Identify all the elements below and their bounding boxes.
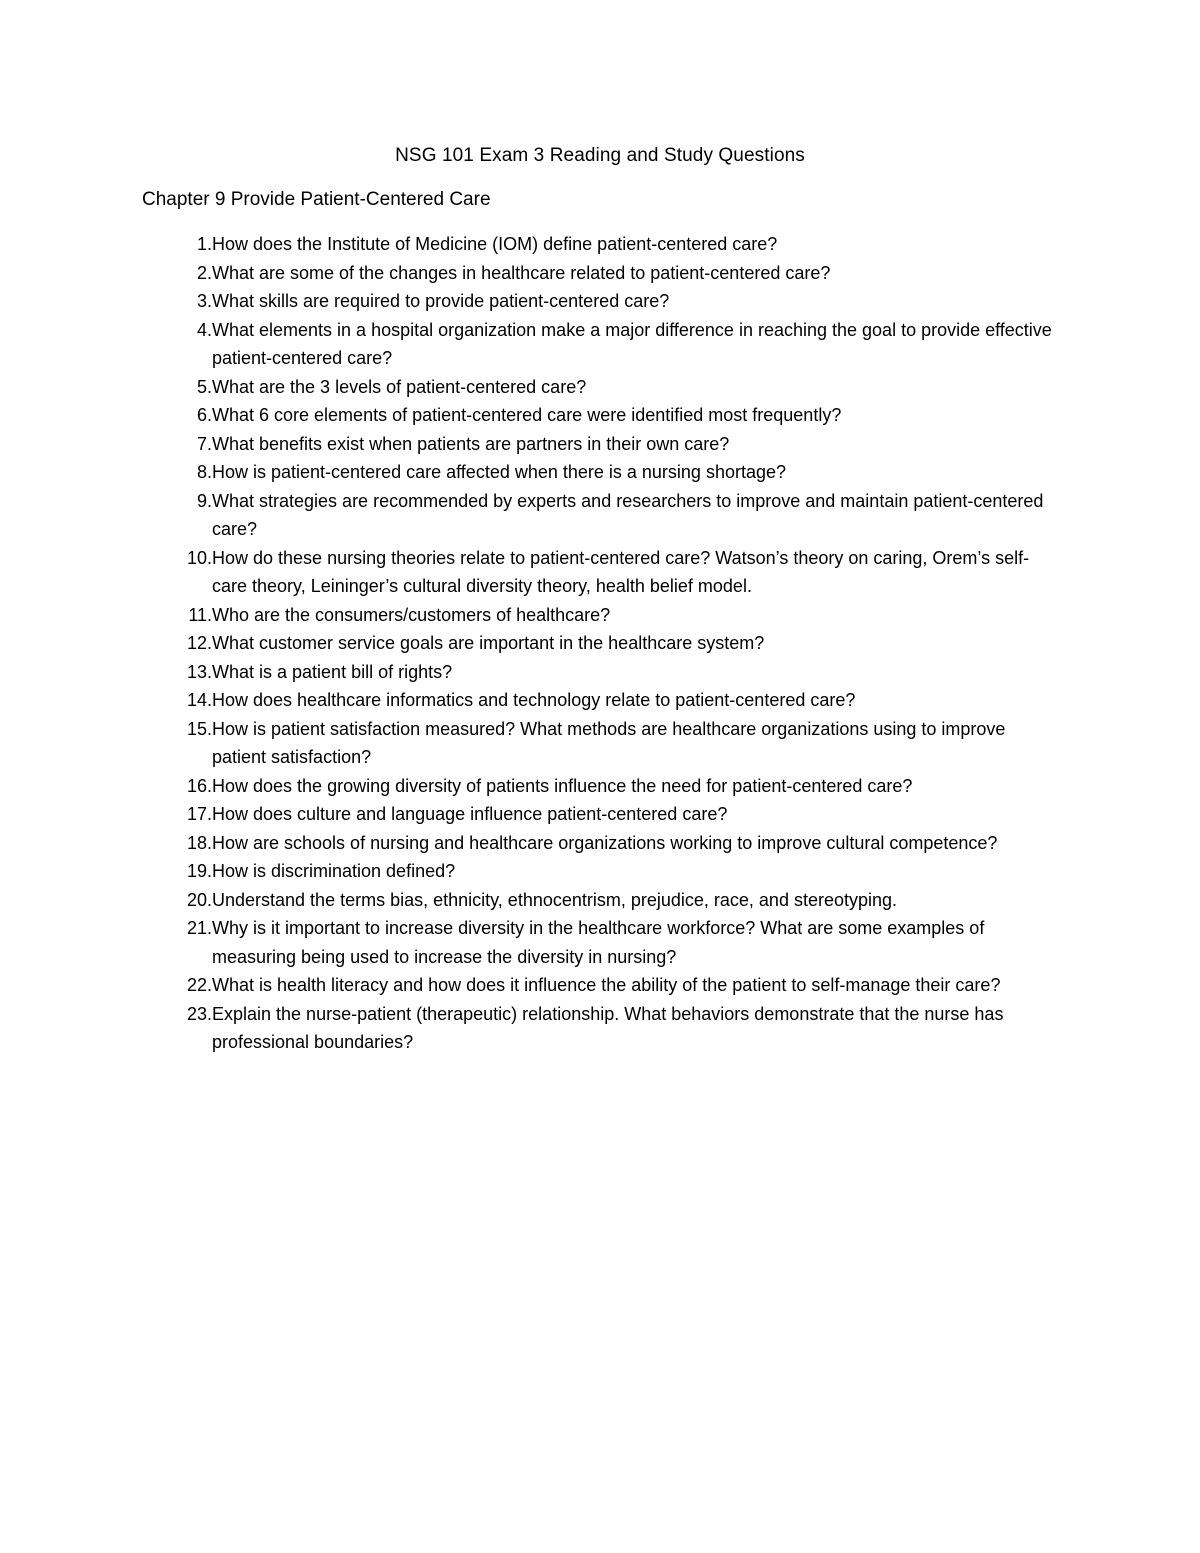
- question-number: [142, 316, 212, 373]
- question-item: [142, 886, 1062, 915]
- question-item: [142, 686, 1062, 715]
- question-item: [142, 487, 1062, 544]
- question-number-label: 8.: [196, 462, 212, 482]
- question-number: [142, 971, 212, 1000]
- question-number: [142, 287, 212, 316]
- question-number-label: 10.: [186, 547, 212, 568]
- question-item: [142, 658, 1062, 687]
- question-number: [142, 829, 212, 858]
- question-text: What customer service goals are important in the healthcare system?: [212, 633, 765, 653]
- document-title: NSG 101 Exam 3 Reading and Study Questions: [395, 145, 805, 166]
- question-number-label: 19.: [186, 861, 212, 881]
- question-number-label: 2.: [196, 262, 212, 283]
- question-text: How is discrimination defined?: [212, 861, 456, 881]
- question-number: [142, 487, 212, 544]
- question-text: How does the Institute of Medicine (IOM) define patient-centered care?: [212, 234, 778, 254]
- question-item: [142, 914, 1062, 971]
- question-number: [142, 401, 212, 430]
- question-item: [142, 287, 1062, 316]
- question-number: [142, 1000, 212, 1057]
- question-item: [142, 544, 1062, 601]
- question-text: What is health literacy and how does it influence the ability of the patient to self-manage their care?: [212, 975, 1001, 995]
- question-item: [142, 259, 1062, 288]
- question-number: [142, 458, 212, 487]
- question-text: Understand the terms bias, ethnicity, ethnocentrism, prejudice, race, and stereotyping.: [212, 889, 898, 910]
- question-number: [142, 686, 212, 715]
- question-number-label: 20.: [186, 889, 212, 910]
- question-item: [142, 430, 1062, 459]
- question-number: [142, 230, 212, 259]
- question-number: [142, 629, 212, 658]
- question-number-label: 21.: [186, 918, 212, 938]
- question-text: What are the 3 levels of patient-centered care?: [212, 376, 587, 397]
- question-number-label: 7.: [196, 433, 212, 454]
- question-text: What strategies are recommended by experts and researchers to improve and maintain patient-centered care?: [212, 490, 1044, 539]
- question-text: How do these nursing theories relate to patient-centered care? Watson’s theory on caring, Orem’s self-care theory, Leininger’s cultural diversity theory, health belief model.: [212, 547, 1030, 596]
- question-item: [142, 1000, 1062, 1057]
- question-text: How is patient satisfaction measured? What methods are healthcare organizations using to improve patient satisfaction?: [212, 718, 1006, 767]
- question-item: [142, 971, 1062, 1000]
- question-number-label: 9.: [196, 490, 212, 511]
- question-item: [142, 230, 1062, 259]
- question-number-label: 13.: [186, 661, 212, 682]
- question-text: How does the growing diversity of patients influence the need for patient-centered care?: [212, 775, 913, 796]
- question-number-label: 12.: [186, 633, 212, 653]
- question-number: [142, 373, 212, 402]
- question-number: [142, 857, 212, 886]
- question-text: How does culture and language influence patient-centered care?: [212, 804, 728, 824]
- question-number-label: 18.: [186, 832, 212, 853]
- question-number-label: 16.: [186, 775, 212, 796]
- question-text: Who are the consumers/customers of healthcare?: [212, 604, 611, 625]
- question-text: What are some of the changes in healthcare related to patient-centered care?: [212, 262, 831, 283]
- question-text: Explain the nurse-patient (therapeutic) relationship. What behaviors demonstrate that the nurse has professional boundaries?: [212, 1003, 1004, 1052]
- question-text: What elements in a hospital organization make a major difference in reaching the goal to provide effective patient-centered care?: [212, 319, 1052, 368]
- question-text: How are schools of nursing and healthcare organizations working to improve cultural competence?: [212, 832, 998, 853]
- question-text: How does healthcare informatics and technology relate to patient-centered care?: [212, 690, 856, 710]
- question-number: [142, 658, 212, 687]
- question-number-label: 1.: [196, 234, 212, 254]
- question-text: How is patient-centered care affected when there is a nursing shortage?: [212, 462, 787, 482]
- question-item: [142, 800, 1062, 829]
- question-number-label: 3.: [196, 291, 212, 311]
- question-text: What is a patient bill of rights?: [212, 661, 453, 682]
- question-item: [142, 316, 1062, 373]
- question-number: [142, 800, 212, 829]
- question-item: [142, 772, 1062, 801]
- question-item: [142, 629, 1062, 658]
- question-text: Why is it important to increase diversity in the healthcare workforce? What are some examples of measuring being used to increase the diversity in nursing?: [212, 918, 985, 967]
- question-number: [142, 914, 212, 971]
- question-number: [142, 430, 212, 459]
- question-number-label: 5.: [196, 376, 212, 397]
- question-list: [142, 230, 1062, 1057]
- question-text: What benefits exist when patients are partners in their own care?: [212, 433, 730, 454]
- question-number: [142, 544, 212, 601]
- question-number-label: 6.: [196, 405, 212, 425]
- question-number: [142, 601, 212, 630]
- question-number-label: 14.: [186, 690, 212, 710]
- question-text: What skills are required to provide patient-centered care?: [212, 291, 670, 311]
- question-number: [142, 259, 212, 288]
- question-number-label: 4.: [196, 319, 212, 340]
- question-item: [142, 829, 1062, 858]
- question-number-label: 17.: [186, 804, 212, 824]
- question-item: [142, 715, 1062, 772]
- question-item: [142, 401, 1062, 430]
- question-item: [142, 373, 1062, 402]
- chapter-heading: Chapter 9 Provide Patient-Centered Care: [142, 189, 491, 210]
- question-number-label: 23.: [186, 1003, 212, 1024]
- question-number-label: 15.: [186, 718, 212, 739]
- question-number: [142, 772, 212, 801]
- question-item: [142, 458, 1062, 487]
- question-item: [142, 857, 1062, 886]
- question-number: [142, 886, 212, 915]
- question-number-label: 11.: [188, 604, 212, 625]
- question-item: [142, 601, 1062, 630]
- question-number: [142, 715, 212, 772]
- question-number-label: 22.: [186, 975, 212, 995]
- question-text: What 6 core elements of patient-centered care were identified most frequently?: [212, 405, 842, 425]
